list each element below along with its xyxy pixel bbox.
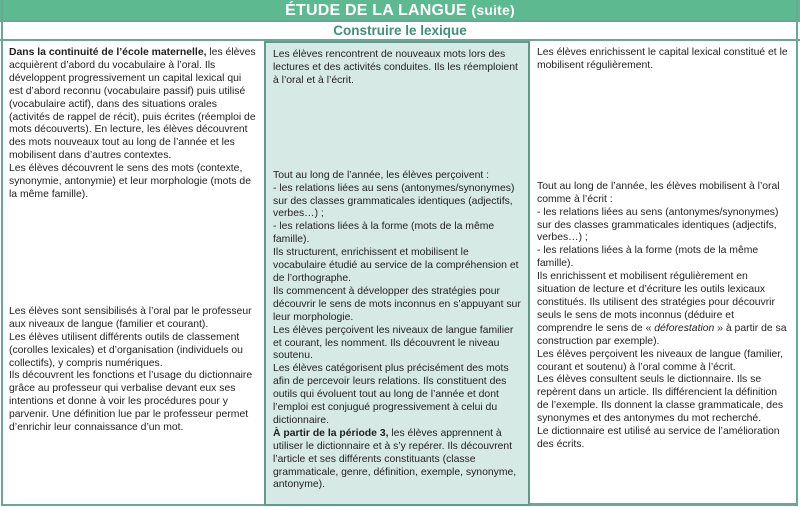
col3-example-word: déforestation [654,322,715,334]
col2-block2-p3: - les relations liées à la forme (mots de la même famille). [273,221,495,246]
col3-block2-p1: Tout au long de l’année, les élèves mobilisent à l’oral comme à l’écrit : [537,180,780,205]
table-bottom-border [530,503,798,505]
column-cycle-2 [264,41,530,506]
col1-block1-sens: Les élèves découvrent le sens des mots (contexte, synonymie, antonymie) et leur morphologie (mots de la même famille). [9,163,251,200]
section-title-suffix: (suite) [471,2,515,18]
col3-strategies-text: Ils enrichissent et mobilisent régulièrement en situation de lecture et d’écriture les outils lexicaux constitués. Ils utilisent des stratégies pour découvrir seuls le sens de mots inconnus (déduire et comprendre le sens de « [537,271,775,334]
col2-block2-p5: Ils commencent à développer des stratégies pour découvrir le sens de mots inconnus en s’appuyant sur leur morphologie. [273,285,521,323]
col2-block3-p2: Les élèves catégorisent plus précisément des mots afin de percevoir leurs relations. Ils constituent des outils qui évoluent tout au long de l’année et dont l’emploi est conjugué progressivement à celui du dictionnaire. [273,363,509,426]
spacer [537,73,789,181]
column-cycle-1 [2,41,264,507]
col1-block2-p2: Les élèves utilisent différents outils de classement (corolles lexicales) et d’organisation (individuels ou collectifs), y compris numériques. [9,331,243,369]
column-cycle-3 [530,41,796,507]
col3-block3-p3: Le dictionnaire est utilisé au service de l’amélioration des écrits. [537,426,780,450]
col2-block1-p1: Les élèves rencontrent de nouveaux mots lors des lectures et des activités conduites. Ils les réemploient à l’oral et à l’écrit. [273,49,518,86]
col3-block3-p2: Les élèves consultent seuls le dictionnaire. Ils se repèrent dans un article. Ils différencient la définition de l’exemple. Ils donnent la classe grammaticale, des synonymes et des antonymes du mot recherché. [537,374,784,425]
col2-block3-p1: Les élèves perçoivent les niveaux de langue familier et courant, les nomment. Ils découvrent le niveau soutenu. [273,324,514,362]
col2-period-bold: À partir de la période 3, [273,427,389,439]
col1-intro-text: les élèves acquièrent d’abord du vocabulaire à l’oral. Ils développent progressivement un capital lexical qui est d’abord reconnu (vocabulaire passif) puis utilisé (vocabulaire actif), dans des situations orales (activités de rappel de récit), puis écrites (réemploi de mots découverts). En lecture, les élèves découvrent des mots nouveaux tout au long de l’année et les mobilisent dans d’autres contextes. [9,47,256,162]
col1-lead-bold: Dans la continuité de l’école maternelle, [9,47,207,58]
col2-block2-p1: Tout au long de l’année, les élèves perçoivent : [273,169,490,181]
col2-period-text: les élèves apprennent à utiliser le dictionnaire et à s’y repérer. Ils découvrent l’article et ses différents constituants (classe grammaticale, genre, définition, exemple, synonyme, antonyme). [273,427,517,491]
spacer [9,202,257,306]
col2-block2-p2: - les relations liées au sens (antonymes/synonymes) sur des classes grammaticales identiques (adjectifs, verbes…) ; [273,182,515,220]
col1-block1-intro [9,47,257,163]
col3-block2-p4 [537,271,789,348]
spacer [273,88,521,170]
col3-block3-p1: Les élèves perçoivent les niveaux de langue (familier, courant et soutenu) à l’oral comme à l’écrit. [537,348,784,373]
section-title: ÉTUDE DE LA LANGUE [285,2,467,19]
col3-strategies-end: » à partir de sa construction par exemple). [537,322,787,347]
col1-block2-p1: Les élèves sont sensibilisés à l’oral par le professeur aux niveaux de langue (familier et courant). [9,305,252,330]
section-subtitle: Construire le lexique [0,22,800,41]
col1-block2-p3: Ils découvrent les fonctions et l’usage du dictionnaire grâce au professeur qui verbalise devant eux ses intentions et donne à voir les procédures pour y parvenir. Une définition lue par le professeur permet d’enrichir leur connaissance d’un mot. [9,370,253,434]
col2-block2-p4: Ils structurent, enrichissent et mobilisent le vocabulaire étudié au service de la compréhension et de l’orthographe. [273,247,519,284]
col3-block2-p2: - les relations liées au sens (antonymes/synonymes) sur des classes grammaticales identiques (adjectifs, verbes…) ; [537,206,779,244]
col3-block2-p3: - les relations liées à la forme (mots de la même famille). [537,245,759,270]
col2-block3-p3 [273,428,521,493]
col3-block1-p1: Les élèves enrichissent le capital lexical constitué et le mobilisent régulièrement. [537,47,788,71]
